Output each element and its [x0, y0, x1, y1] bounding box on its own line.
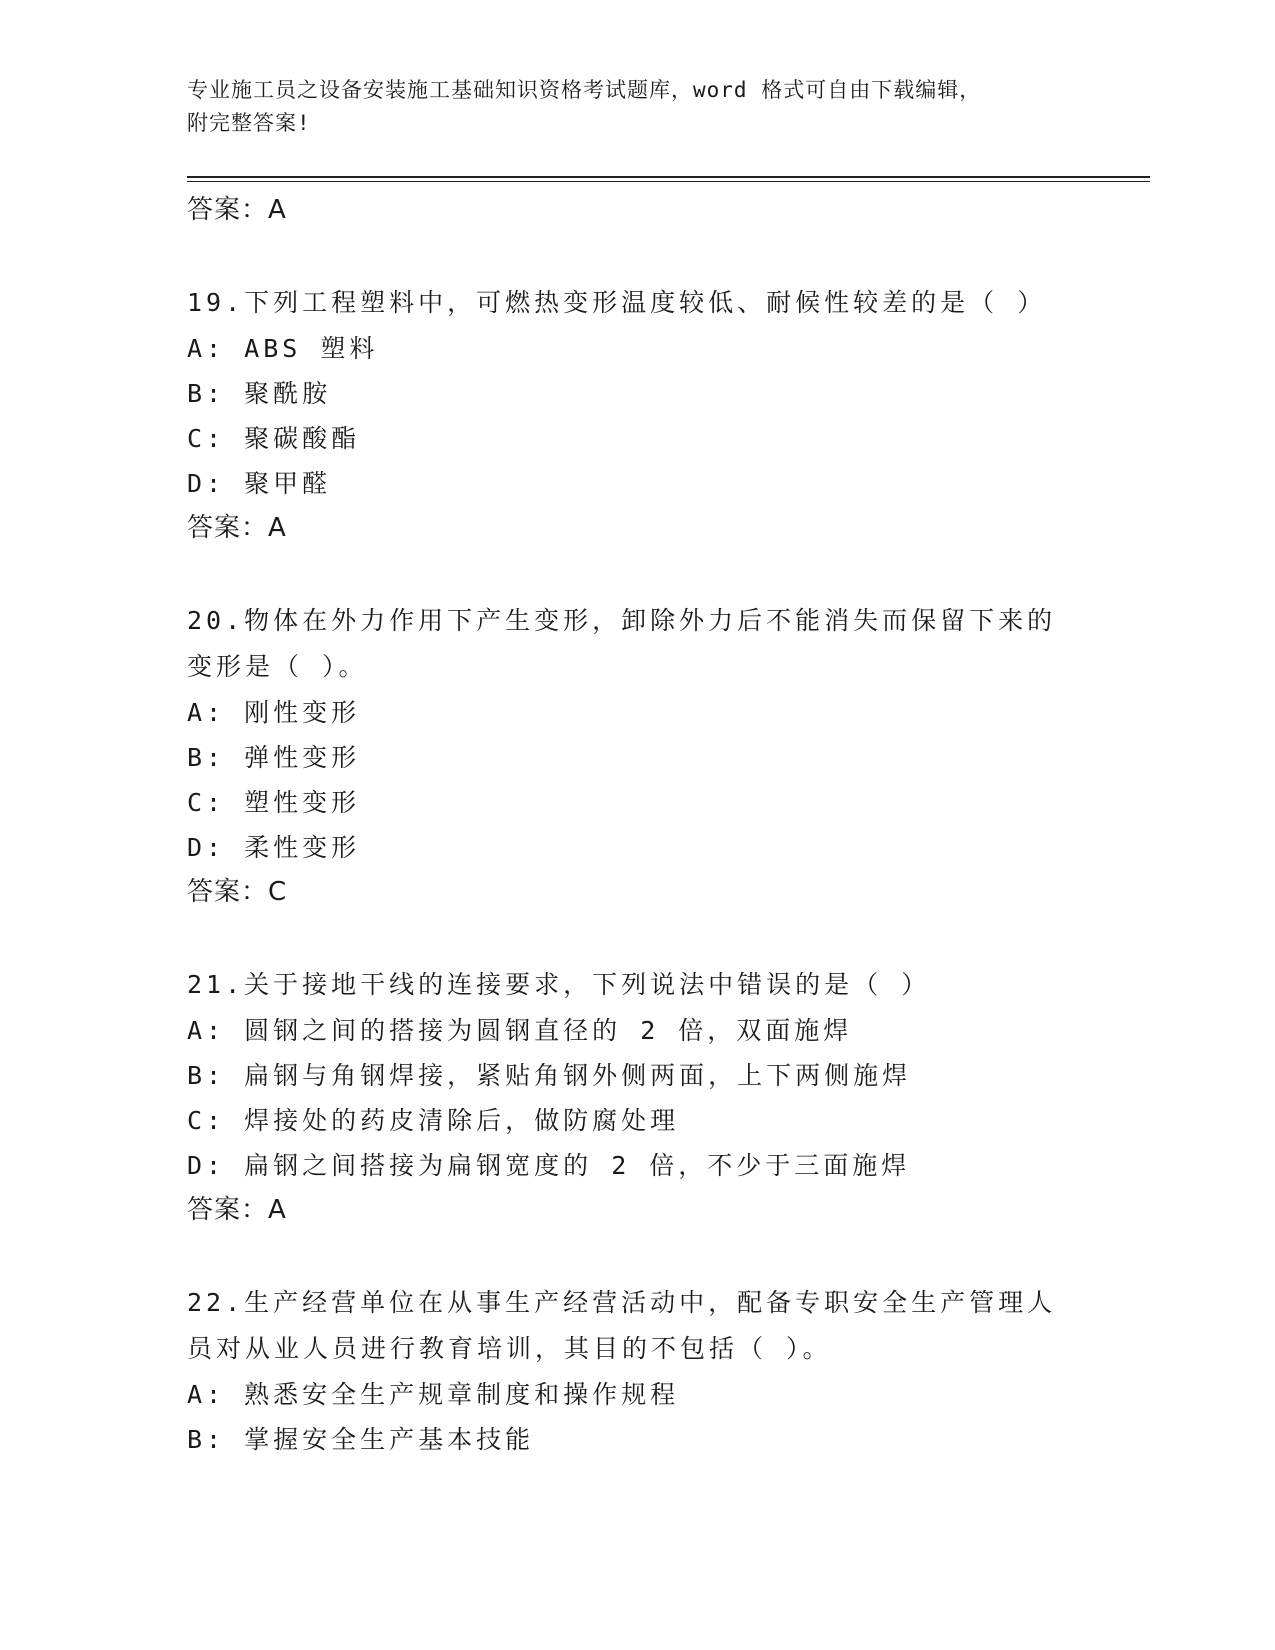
question-block — [187, 280, 1087, 550]
answer-line — [187, 1188, 1087, 1232]
answer-label: 答案： — [187, 1195, 269, 1225]
option-a: A: 熟悉安全生产规章制度和操作规程 — [187, 1380, 680, 1409]
answer-value: C — [268, 877, 288, 907]
header-divider-thick — [187, 176, 1150, 178]
header-line-1: 专业施工员之设备安装施工基础知识资格考试题库，word 格式可自由下载编辑， — [187, 78, 982, 102]
answer-line — [187, 506, 1087, 550]
option-b: B: 掌握安全生产基本技能 — [187, 1425, 535, 1454]
answer-line — [187, 188, 1087, 232]
question-text: 19.下列工程塑料中，可燃热变形温度较低、耐候性较差的是（ ） — [187, 288, 1047, 317]
answer-label: 答案： — [187, 877, 269, 907]
answer-value: A — [268, 1195, 287, 1225]
question-text: 22.生产经营单位在从事生产经营活动中，配备专职安全生产管理人员对从业人员进行教育培训，其目的不包括（ ）。 — [187, 1288, 1057, 1363]
option-a: A: ABS 塑料 — [187, 334, 379, 363]
header-divider-thin — [187, 181, 1150, 182]
option-d: D: 聚甲醛 — [187, 469, 332, 498]
answer-line — [187, 870, 1087, 914]
option-a: A: 刚性变形 — [187, 698, 361, 727]
question-block — [187, 1280, 1087, 1462]
option-c: C: 聚碳酸酯 — [187, 424, 361, 453]
option-a: A: 圆钢之间的搭接为圆钢直径的 2 倍，双面施焊 — [187, 1016, 853, 1045]
option-b: B: 扁钢与角钢焊接，紧贴角钢外侧两面，上下两侧施焊 — [187, 1061, 912, 1090]
question-block — [187, 598, 1087, 914]
option-d: D: 柔性变形 — [187, 833, 361, 862]
answer-value: A — [268, 513, 287, 543]
answer-label: 答案： — [187, 513, 269, 543]
answer-label: 答案： — [187, 195, 269, 225]
document-header — [187, 74, 1087, 140]
question-block — [187, 962, 1087, 1232]
option-c: C: 焊接处的药皮清除后，做防腐处理 — [187, 1106, 680, 1135]
option-b: B: 弹性变形 — [187, 743, 361, 772]
option-c: C: 塑性变形 — [187, 788, 361, 817]
answer-value: A — [268, 195, 287, 225]
question-text: 20.物体在外力作用下产生变形，卸除外力后不能消失而保留下来的变形是（ ）。 — [187, 606, 1057, 681]
option-b: B: 聚酰胺 — [187, 379, 332, 408]
question-list — [187, 188, 1087, 1462]
question-text: 21.关于接地干线的连接要求，下列说法中错误的是（ ） — [187, 970, 931, 999]
header-line-2: 附完整答案! — [187, 111, 311, 135]
option-d: D: 扁钢之间搭接为扁钢宽度的 2 倍，不少于三面施焊 — [187, 1151, 911, 1180]
